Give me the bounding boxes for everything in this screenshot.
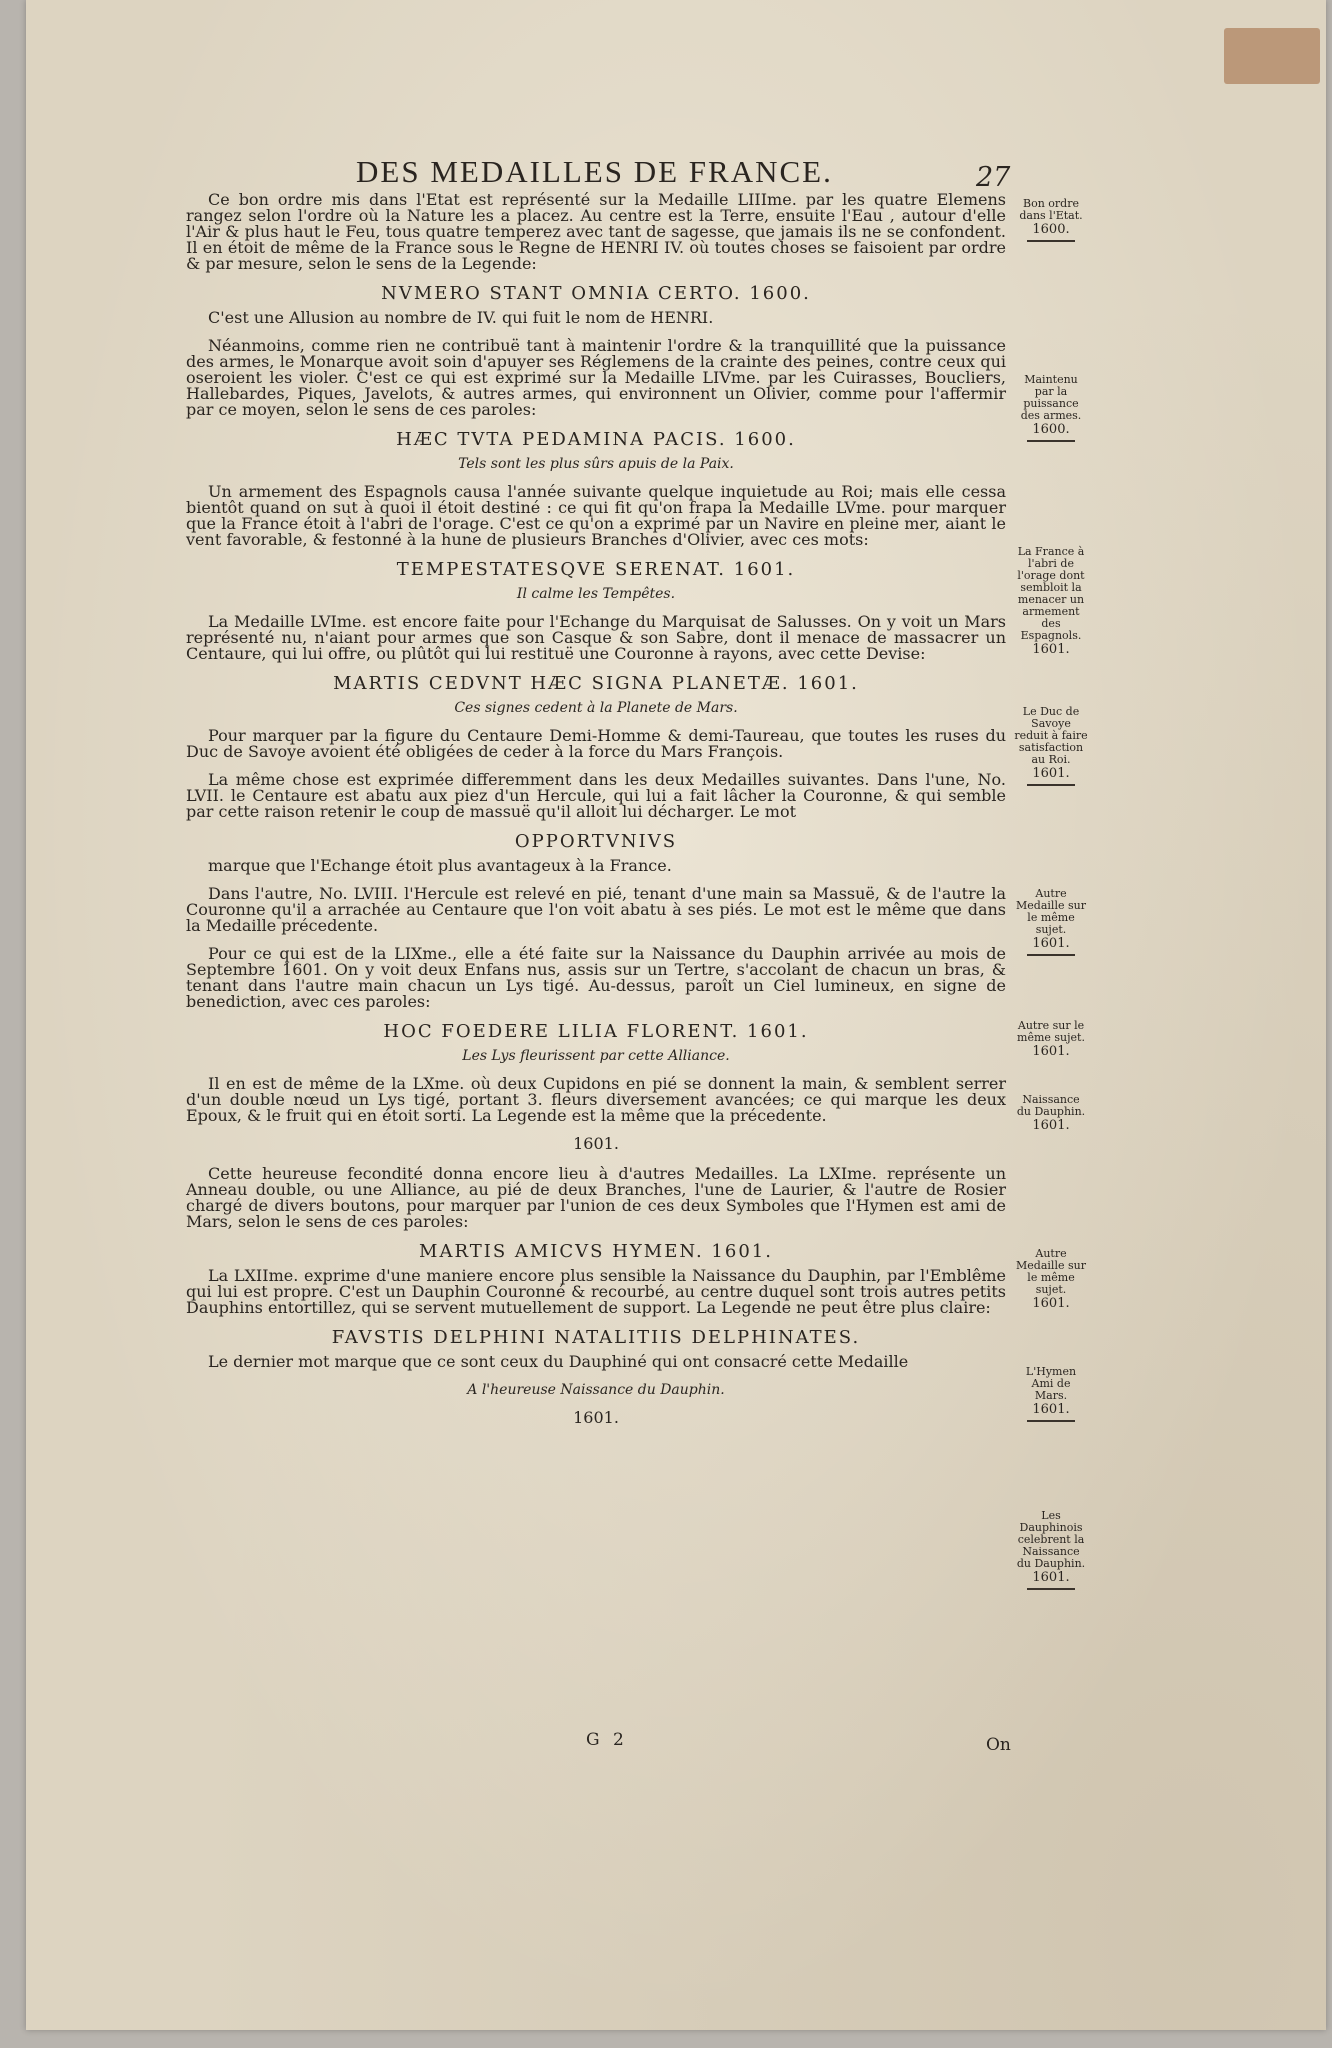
paper-stain bbox=[1224, 28, 1320, 84]
medal-legend: TEMPESTATESQVE SERENAT. 1601. bbox=[396, 559, 796, 580]
legend-translation: Les Lys fleurissent par cette Alliance. bbox=[462, 1048, 730, 1064]
paragraph: La même chose est exprimée differemment dans les deux Medailles suivantes. Dans l'une, No. LVII. le Centaure est abatu aux piez d'un Hercule, qui lui a fait lâcher la Couronne, & qui semble par cette raison retenir le coup de massuë qu'il alloit lui décharger. Le mot bbox=[186, 770, 1006, 821]
legend-translation: A l'heureuse Naissance du Dauphin. bbox=[467, 1382, 725, 1398]
margin-note: L'Hymen Ami de Mars. 1601. bbox=[1014, 1366, 1088, 1422]
medal-legend: MARTIS AMICVS HYMEN. 1601. bbox=[419, 1241, 773, 1262]
paragraph: La LXIIme. exprime d'une maniere encore plus sensible la Naissance du Dauphin, par l'Emblême qui lui est propre. C'est un Dauphin Couronné & recourbé, au centre duquel sont trois autres petits Dauphins entortillez, qui se servent mutuellement de support. La Legende ne peut être plus claire: bbox=[186, 1266, 1006, 1317]
paragraph: Pour marquer par la figure du Centaure Demi-Homme & demi-Taureau, que toutes les ruses du Duc de Savoye avoient été obligées de ceder à la force du Mars François. bbox=[186, 726, 1006, 761]
margin-note: Le Duc de Savoye reduit à faire satisfaction au Roi. 1601. bbox=[1014, 706, 1088, 786]
paragraph: Cette heureuse fecondité donna encore lieu à d'autres Medailles. La LXIme. représente un Anneau double, ou une Alliance, au pié de deux Branches, l'une de Laurier, & l'autre de Rosier chargé de divers boutons, pour marquer par l'union de ces deux Symboles que l'Hymen est ami de Mars, selon le sens de ces paroles: bbox=[186, 1164, 1006, 1231]
date-line: 1601. bbox=[573, 1134, 619, 1153]
paragraph: Dans l'autre, No. LVIII. l'Hercule est relevé en pié, tenant d'une main sa Massuë, & de l'autre la Couronne qu'il a arrachée au Centaure que l'on voit abatu à ses piés. Le mot est le même que dans la Medaille précedente. bbox=[186, 884, 1006, 935]
medal-legend: OPPORTVNIVS bbox=[514, 831, 678, 852]
legend-translation: Ces signes cedent à la Planete de Mars. bbox=[454, 700, 738, 716]
paragraph: Ce bon ordre mis dans l'Etat est représenté sur la Medaille LIIIme. par les quatre Elemens rangez selon l'ordre où la Nature les a placez. Au centre est la Terre, ensuite l'Eau , autour d'elle l'Air & plus haut le Feu, tous quatre temperez avec tant de sagesse, que jamais ils ne se confondent. Il en étoit de même de la France sous le Regne de HENRI IV. où toutes choses se faisoient par ordre & par mesure, selon le sens de la Legende: bbox=[186, 190, 1006, 273]
paper-sheet bbox=[26, 0, 1326, 2030]
paragraph: marque que l'Echange étoit plus avantageux à la France. bbox=[208, 856, 672, 875]
paragraph: La Medaille LVIme. est encore faite pour l'Echange du Marquisat de Salusses. On y voit un Mars représenté nu, n'aiant pour armes que son Casque & son Sabre, dont il menace de massacrer un Centaure, qui lui offre, ou plûtôt qui lui restituë une Couronne à rayons, avec cette Devise: bbox=[186, 612, 1006, 663]
margin-note: La France à l'abri de l'orage dont sembloit la menacer un armement des Espagnols. 1601. bbox=[1017, 545, 1085, 657]
medal-legend: HÆC TVTA PEDAMINA PACIS. 1600. bbox=[396, 429, 796, 450]
date-line: 1601. bbox=[573, 1408, 619, 1427]
margin-note: Maintenu par la puissance des armes. 1600. bbox=[1014, 374, 1088, 442]
paragraph: C'est une Allusion au nombre de IV. qui fuit le nom de HENRI. bbox=[208, 308, 714, 327]
catchword: On bbox=[986, 1735, 1011, 1755]
paragraph: Le dernier mot marque que ce sont ceux du Dauphiné qui ont consacré cette Medaille bbox=[208, 1352, 909, 1371]
paragraph: Un armement des Espagnols causa l'année suivante quelque inquietude au Roi; mais elle cessa bientôt quand on sut à quoi il étoit destiné : ce qui fit qu'on frapa la Medaille LVme. pour marquer que la France étoit à l'abri de l'orage. C'est ce qu'on a exprimé par un Navire en pleine mer, aiant le vent favorable, & festonné à la hune de plusieurs Branches d'Olivier, avec ces mots: bbox=[186, 482, 1006, 549]
page-number: 27 bbox=[976, 162, 1011, 193]
medal-legend: NVMERO STANT OMNIA CERTO. 1600. bbox=[381, 283, 811, 304]
legend-translation: Tels sont les plus sûrs apuis de la Paix. bbox=[458, 456, 734, 472]
signature-mark: G 2 bbox=[586, 1730, 628, 1750]
margin-note: Les Dauphinois celebrent la Naissance du Dauphin. 1601. bbox=[1014, 1510, 1088, 1590]
margin-note: Autre Medaille sur le même sujet. 1601. bbox=[1014, 888, 1088, 956]
medal-legend: MARTIS CEDVNT HÆC SIGNA PLANETÆ. 1601. bbox=[333, 673, 859, 694]
legend-translation: Il calme les Tempêtes. bbox=[516, 586, 676, 602]
main-text bbox=[186, 192, 1006, 1440]
margin-note: Autre sur le même sujet. 1601. bbox=[1017, 1019, 1085, 1059]
margin-note: Bon ordre dans l'Etat. 1600. bbox=[1014, 198, 1088, 242]
margin-note: Autre Medaille sur le même sujet. 1601. bbox=[1016, 1247, 1086, 1311]
paragraph: Il en est de même de la LXme. où deux Cupidons en pié se donnent la main, & semblent serrer d'un double nœud un Lys tigé, portant 3. fleurs diversement avancées; ce qui marque les deux Epoux, & le fruit qui en étoit sorti. La Legende est la même que la précedente. bbox=[186, 1074, 1006, 1125]
running-head: DES MEDAILLES DE FRANCE. bbox=[356, 154, 833, 189]
medal-legend: HOC FOEDERE LILIA FLORENT. 1601. bbox=[383, 1021, 809, 1042]
paragraph: Pour ce qui est de la LIXme., elle a été faite sur la Naissance du Dauphin arrivée au mois de Septembre 1601. On y voit deux Enfans nus, assis sur un Tertre, s'accolant de chacun un bras, & tenant dans l'autre main chacun un Lys tigé. Au-dessus, paroît un Ciel lumineux, en signe de benediction, avec ces paroles: bbox=[186, 944, 1006, 1011]
medal-legend: FAVSTIS DELPHINI NATALITIIS DELPHINATES. bbox=[331, 1327, 861, 1348]
margin-note: Naissance du Dauphin. 1601. bbox=[1016, 1093, 1086, 1133]
paragraph: Néanmoins, comme rien ne contribuë tant à maintenir l'ordre & la tranquillité que la puissance des armes, le Monarque avoit soin d'apuyer ses Réglemens de la crainte des peines, contre ceux qui oseroient les violer. C'est ce qui est exprimé sur la Medaille LIVme. par les Cuirasses, Boucliers, Hallebardes, Piques, Javelots, & autres armes, qui environnent un Olivier, comme pour l'affermir par ce moyen, selon le sens de ces paroles: bbox=[186, 336, 1006, 419]
